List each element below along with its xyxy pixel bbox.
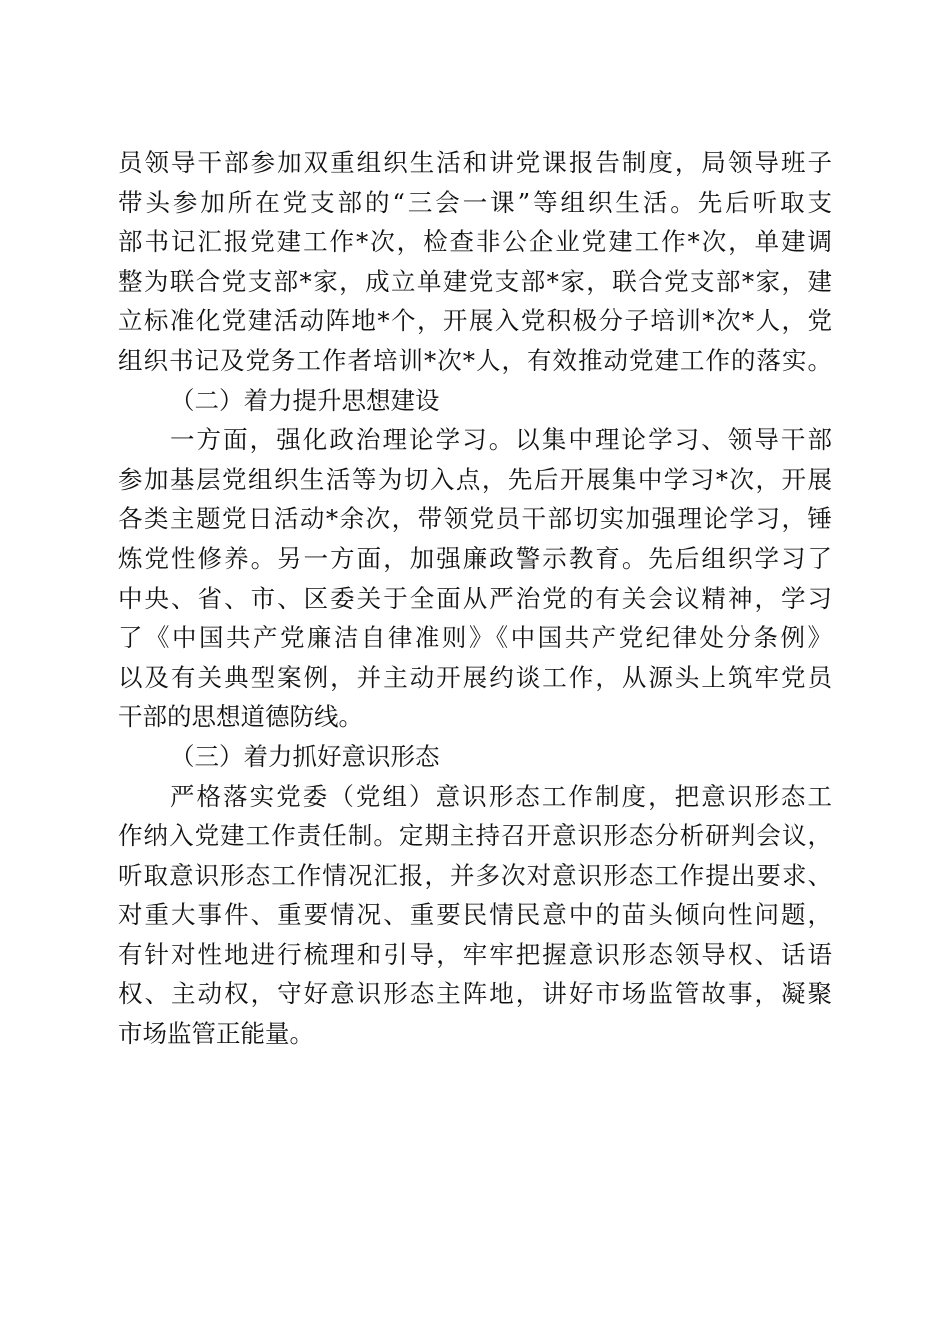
section-heading-3: （三）着力抓好意识形态: [170, 741, 440, 771]
paragraph-continuation: [118, 143, 832, 381]
text-line: 整为联合党支部*家，成立单建党支部*家，联合党支部*家，建: [118, 266, 832, 296]
text-line: 有针对性地进行梳理和引导，牢牢把握意识形态领导权、话语: [118, 939, 832, 969]
text-line: 对重大事件、重要情况、重要民情民意中的苗头倾向性问题，: [118, 900, 832, 930]
text-line: 市场监管正能量。: [118, 1019, 314, 1049]
text-line: 部书记汇报党建工作*次，检查非公企业党建工作*次，单建调: [118, 227, 832, 257]
text-line: 立标准化党建活动阵地*个，开展入党积极分子培训*次*人，党: [118, 306, 832, 336]
text-line: 炼党性修养。另一方面，加强廉政警示教育。先后组织学习了: [118, 543, 832, 573]
text-line: 听取意识形态工作情况汇报，并多次对意识形态工作提出要求、: [118, 860, 832, 890]
text-line: 各类主题党日活动*余次，带领党员干部切实加强理论学习，锤: [118, 504, 832, 534]
section-heading-2: （二）着力提升思想建设: [170, 385, 440, 415]
text-line: 参加基层党组织生活等为切入点，先后开展集中学习*次，开展: [118, 464, 832, 494]
text-line: 严格落实党委（党组）意识形态工作制度，把意识形态工: [170, 781, 832, 811]
text-line: 以及有关典型案例，并主动开展约谈工作，从源头上筑牢党员: [118, 662, 832, 692]
text-line: 干部的思想道德防线。: [118, 702, 363, 732]
text-line: 作纳入党建工作责任制。定期主持召开意识形态分析研判会议，: [118, 821, 832, 851]
paragraph-section-3: [118, 777, 832, 1054]
text-line: 中央、省、市、区委关于全面从严治党的有关会议精神，学习: [118, 583, 832, 613]
text-line: 了《中国共产党廉洁自律准则》《中国共产党纪律处分条例》: [118, 623, 832, 653]
text-line: 带头参加所在党支部的“三会一课”等组织生活。先后听取支: [118, 187, 832, 217]
text-line: 组织书记及党务工作者培训*次*人，有效推动党建工作的落实。: [118, 345, 832, 375]
document-body: [118, 143, 832, 1054]
paragraph-section-2: [118, 420, 832, 737]
text-line: 一方面，强化政治理论学习。以集中理论学习、领导干部: [170, 425, 832, 455]
text-line: 权、主动权，守好意识形态主阵地，讲好市场监管故事，凝聚: [118, 979, 832, 1009]
text-line: 员领导干部参加双重组织生活和讲党课报告制度，局领导班子: [118, 148, 832, 177]
